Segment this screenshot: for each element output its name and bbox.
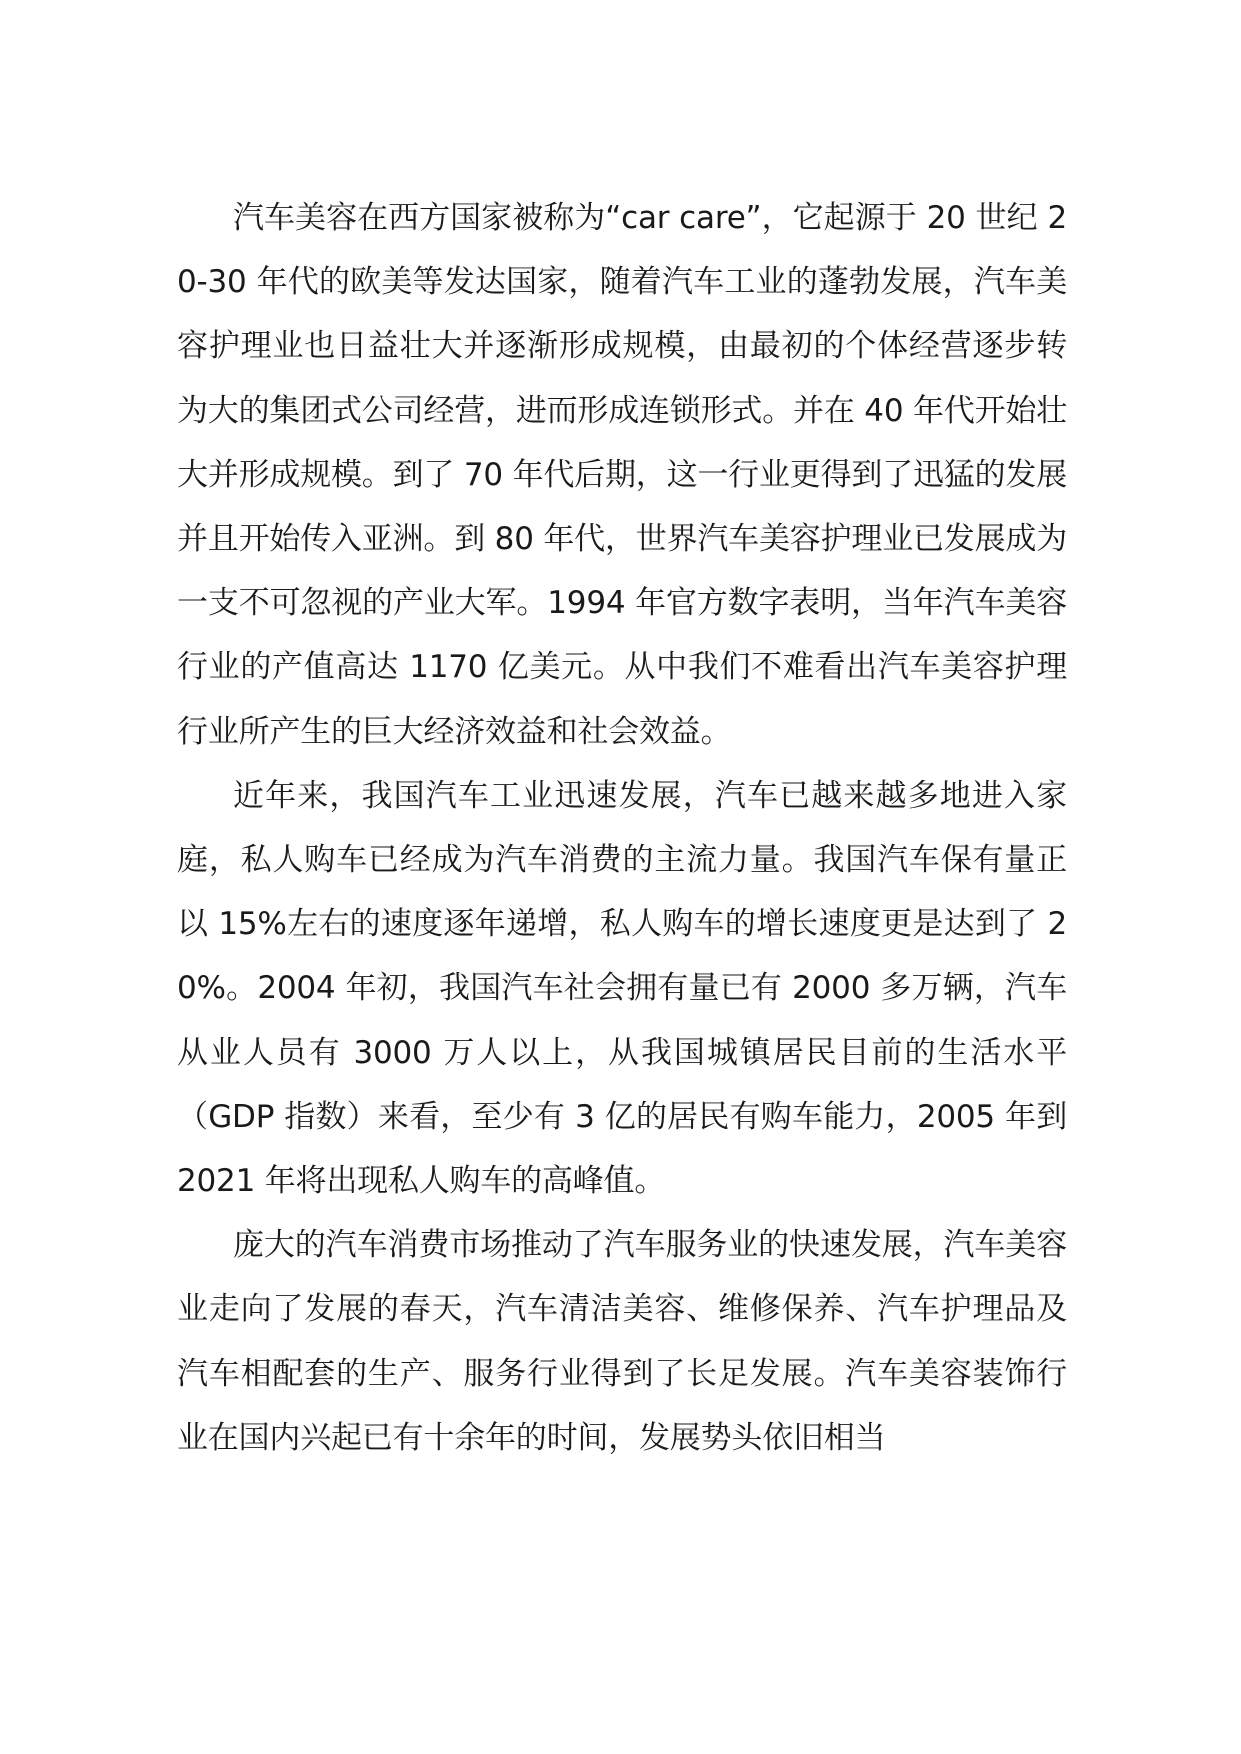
paragraph-service-market: 庞大的汽车消费市场推动了汽车服务业的快速发展，汽车美容业走向了发展的春天，汽车清洁美容、维修保养、汽车护理品及汽车相配套的生产、服务行业得到了长足发展。汽车美容装饰行业在国内兴起已有十余年的时间，发展势头依旧相当 — [177, 1227, 1067, 1456]
paragraph-china-auto-growth: 近年来，我国汽车工业迅速发展，汽车已越来越多地进入家庭，私人购车已经成为汽车消费的主流力量。我国汽车保有量正以 15%左右的速度逐年递增，私人购车的增长速度更是达到了 20%。2004 年初，我国汽车社会拥有量已有 2000 多万辆，汽车从业人员有 3000 万人以上，从我国城镇居民目前的生活水平（GDP 指数）来看，至少有 3 亿的居民有购车能力，2005 年到 2021 年将出现私人购车的高峰值。 — [177, 777, 1067, 1200]
paragraph-car-care-history: 汽车美容在西方国家被称为“car care”，它起源于 20 世纪 20-30 年代的欧美等发达国家，随着汽车工业的蓬勃发展，汽车美容护理业也日益壮大并逐渐形成规模，由最初的个体经营逐步转为大的集团式公司经营，进而形成连锁形式。并在 40 年代开始壮大并形成规模。到了 70 年代后期，这一行业更得到了迅猛的发展并且开始传入亚洲。到 80 年代，世界汽车美容护理业已发展成为一支不可忽视的产业大军。1994 年官方数字表明，当年汽车美容行业的产值高达 1170 亿美元。从中我们不难看出汽车美容护理行业所产生的巨大经济效益和社会效益。 — [177, 200, 1067, 750]
document-body — [177, 186, 1067, 1470]
